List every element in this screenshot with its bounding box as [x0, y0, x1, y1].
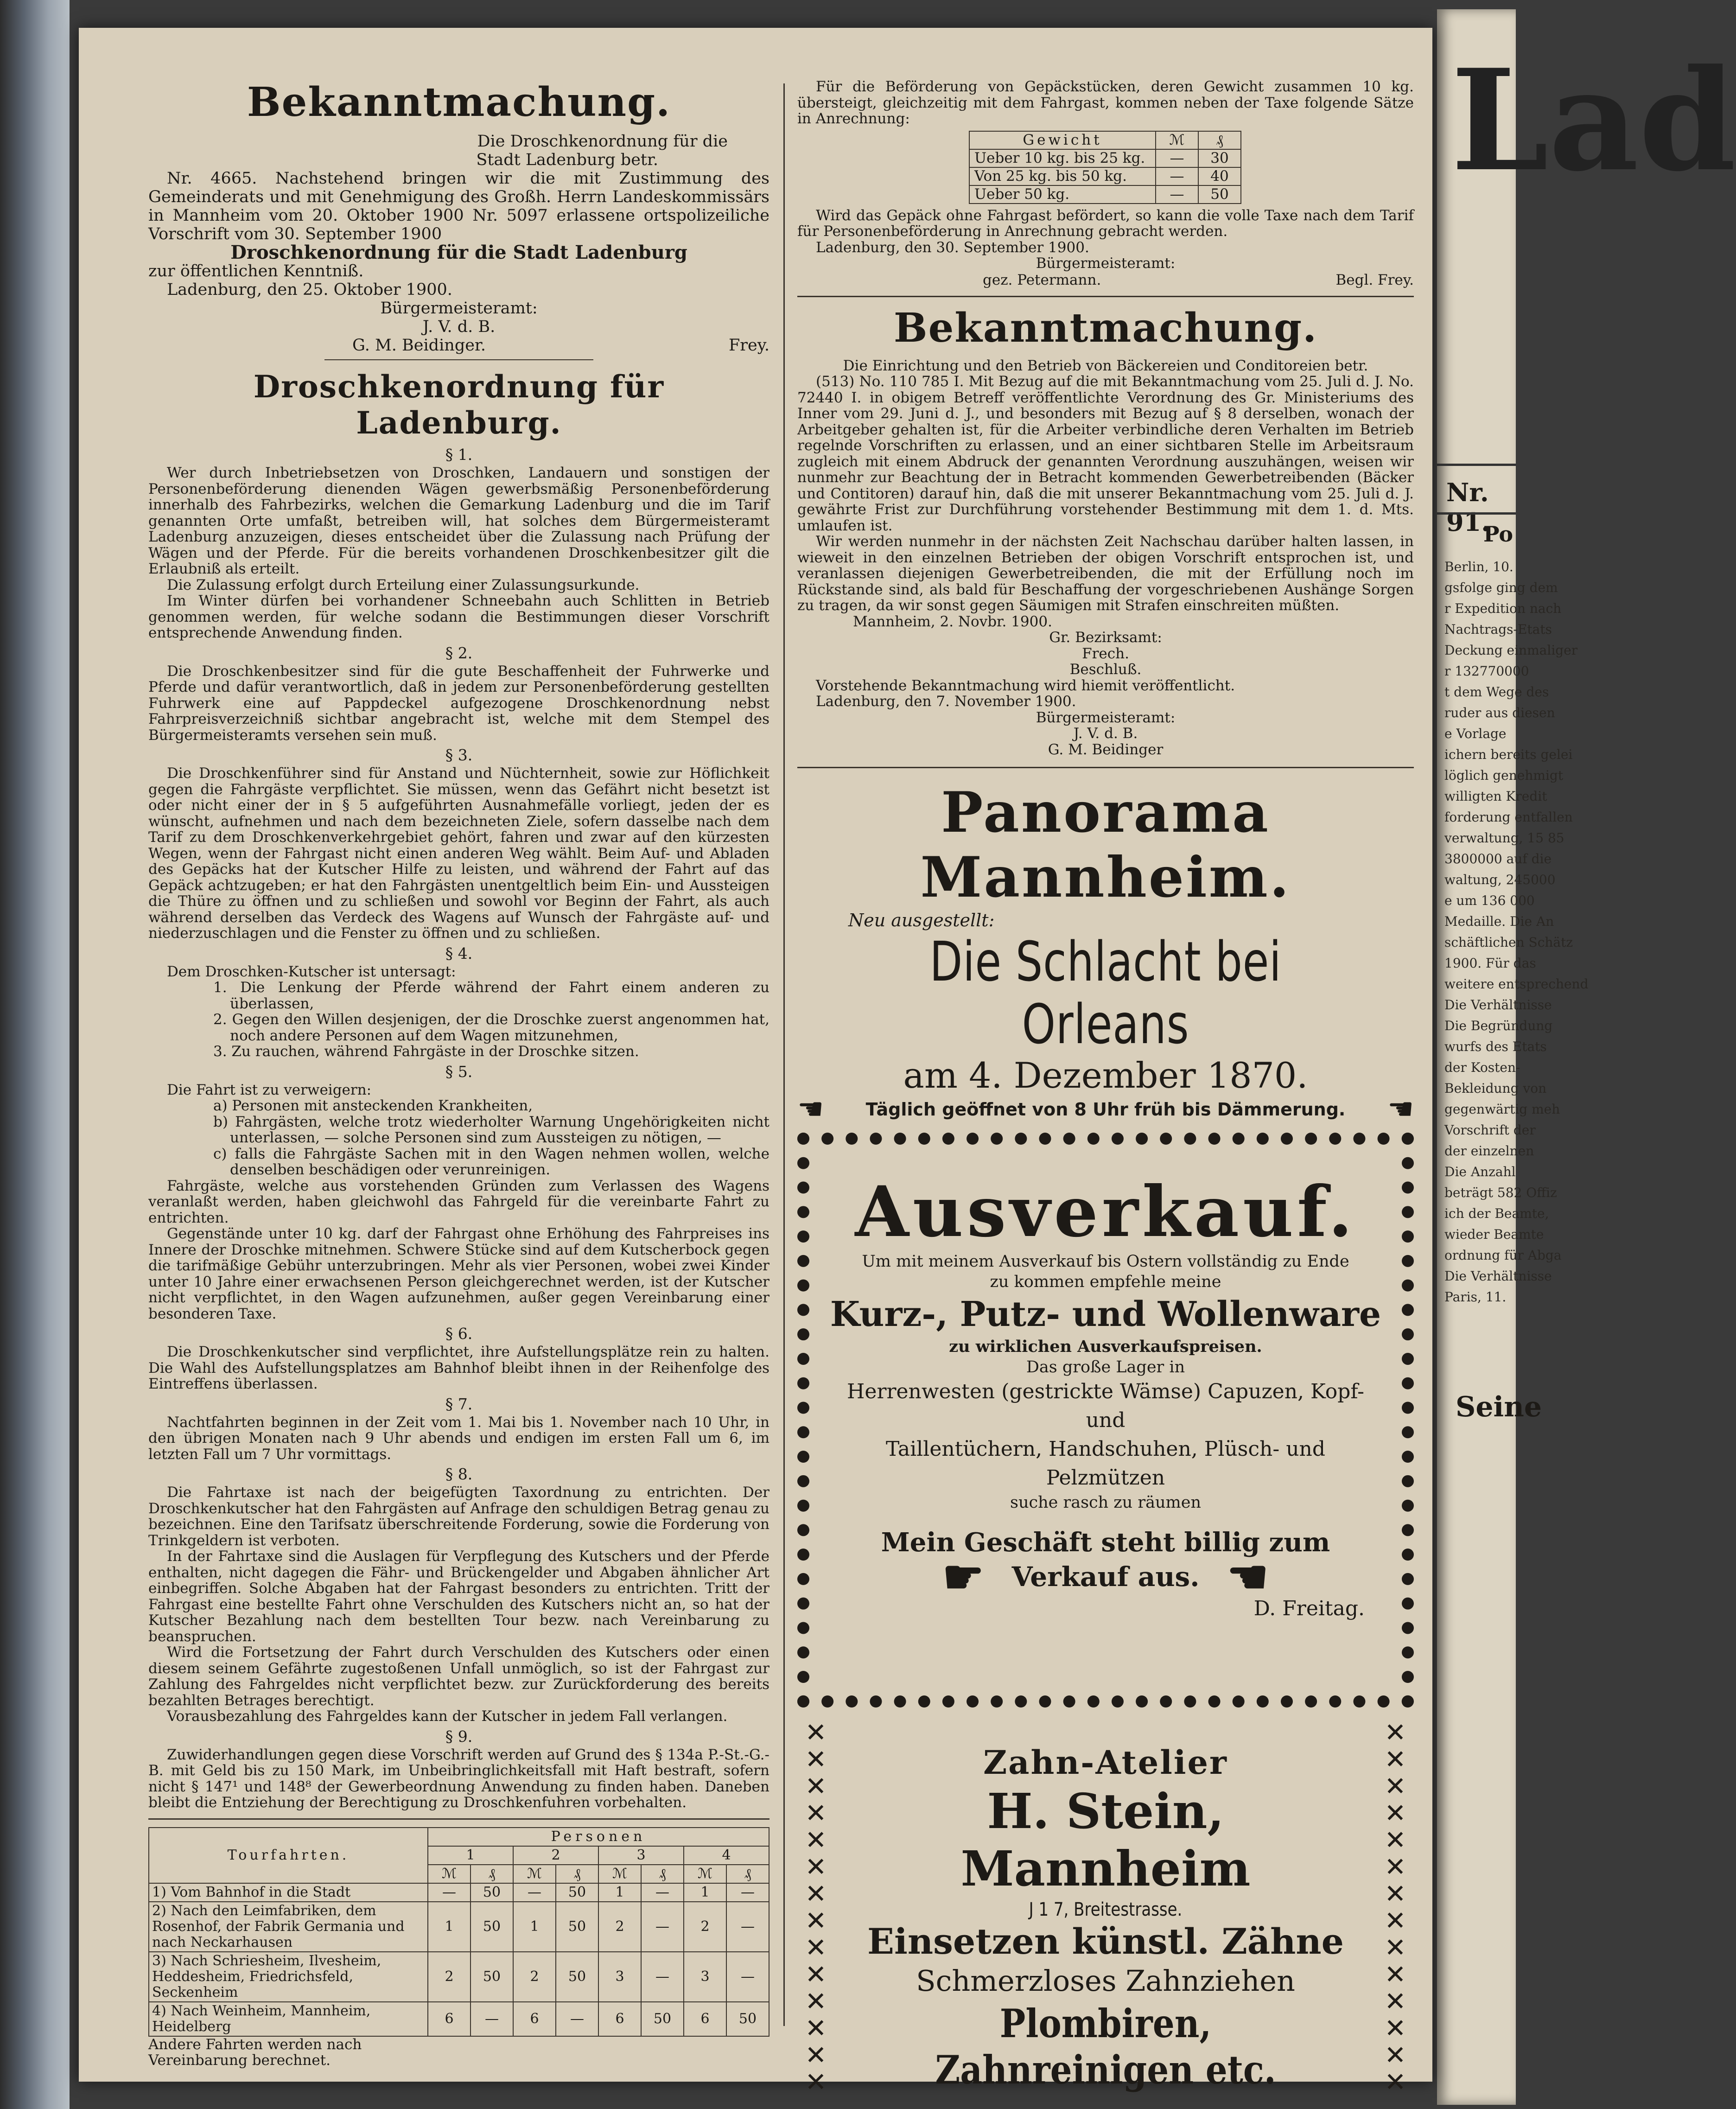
adjacent-text-line: Deckung einmaliger — [1444, 643, 1578, 658]
date-line: Ladenburg, den 25. Oktober 1900. — [167, 280, 452, 299]
fare-value: — — [471, 2002, 513, 2036]
adjacent-text-line: r Expedition nach — [1444, 601, 1562, 616]
section-4-item: 3. Zu rauchen, während Fahrgäste in der Droschke sitzen. — [213, 1043, 639, 1060]
section-4-item: 1. Die Lenkung der Pferde während der Fahrt einem anderen zu überlassen, — [213, 979, 769, 1012]
unit-mark: ℳ — [684, 1865, 726, 1883]
bek2-beschluss: Beschluß. — [1069, 661, 1142, 678]
fare-person-count: 1 — [428, 1846, 513, 1865]
fare-route: 1) Vom Bahnhof in die Stadt — [149, 1883, 428, 1902]
gepaeck-price: — — [1156, 167, 1198, 185]
ausverkauf-line-6: Taillentüchern, Handschuhen, Plüsch- und Pelzmützen — [885, 1437, 1326, 1490]
section-5-item: a) Personen mit ansteckenden Krankheiten, — [213, 1097, 533, 1114]
fare-value: 1 — [513, 1902, 556, 1952]
gepaeck-table-body — [969, 149, 1241, 204]
bek2-date: Mannheim, 2. Novbr. 1900. — [853, 613, 1052, 630]
unit-pfennig: ₰ — [556, 1865, 598, 1883]
panorama-subtitle: Neu ausgestellt: — [848, 910, 995, 930]
ausverkauf-line-4: Das große Lager in — [1026, 1358, 1185, 1376]
fare-value: 50 — [556, 1902, 598, 1952]
adjacent-text-lines — [1444, 556, 1589, 1307]
section-7-heading: § 7. — [445, 1395, 473, 1413]
fare-value: 2 — [428, 1952, 471, 2002]
adjacent-text-line: 1900. Für das — [1444, 956, 1536, 971]
gepaeck-date: Ladenburg, den 30. September 1900. — [816, 239, 1089, 256]
adjacent-text-line: waltung, 245000 — [1444, 872, 1556, 887]
section-8-text-d: Vorausbezahlung des Fahrgeldes kann der Kutscher in jedem Fall verlangen. — [167, 1708, 728, 1725]
ausverkauf-verkauf: Verkauf aus. — [1011, 1561, 1200, 1593]
ausverkauf-signature: D. Freitag. — [1253, 1597, 1365, 1620]
fare-route: 2) Nach den Leimfabriken, dem Rosenhof, der Fabrik Germania und nach Neckarhausen — [149, 1902, 428, 1952]
unit-pfennig: ₰ — [641, 1865, 684, 1883]
ausverkauf-title: Ausverkauf. — [855, 1171, 1356, 1253]
section-5-item: c) falls die Fahrgäste Sachen mit in den Wagen nehmen wollen, welche denselben beschädigen oder verunreinigen. — [213, 1145, 769, 1178]
section-5-text-c: Gegenstände unter 10 kg. darf der Fahrgast ohne Erhöhung des Fahrpreises ins Innere der Droschke mitnehmen. Schwere Stücke sind auf dem Kutscherbock gegen die tarifmäßige Gebühr unterzubringen. Mehr als vier Personen, wobei zwei Kinder unter 10 Jahre einer erwachsenen Person gleichgerechnet werden, ist der Kutscher nicht verpflichtet, in den Wagen aufzunehmen, außer gegen Vereinbarung einer besonderen Taxe. — [148, 1225, 769, 1322]
section-4-heading: § 4. — [445, 944, 473, 962]
adjacent-column-head: Po — [1483, 522, 1513, 547]
ausverkauf-verkauf-row — [828, 1549, 1383, 1604]
fare-value: 50 — [641, 2002, 684, 2036]
adjacent-text-line: e um 136 000 — [1444, 893, 1535, 908]
ausverkauf-advertisement — [797, 1133, 1414, 1708]
zahn-atelier-advertisement — [797, 1720, 1414, 2095]
section-1-text-b: Die Zulassung erfolgt durch Erteilung einer Zulassungsurkunde. — [167, 576, 640, 593]
adjacent-page — [1437, 9, 1736, 2105]
fare-value: — — [641, 1952, 684, 2002]
zahn-title: Zahn-Atelier — [983, 1743, 1228, 1782]
fare-value: — — [726, 1883, 769, 1902]
unit-mark: ℳ — [1156, 131, 1198, 149]
pointing-hand-icon: ☛ — [797, 1092, 824, 1127]
zahn-plombiren: Plombiren, Zahnreinigen etc. — [935, 2001, 1276, 2093]
ausverkauf-line-5: Herrenwesten (gestrickte Wämse) Capuzen, Kopf- und — [847, 1380, 1364, 1432]
fare-value: 50 — [726, 2002, 769, 2036]
section-5-item: b) Fahrgästen, welche trotz wiederholter Warnung Ungehörigkeiten nicht unterlassen, — solche Personen sind zum Aussteigen zu nötigen, — — [213, 1113, 769, 1146]
adjacent-text-line: löglich genehmigt — [1444, 768, 1564, 783]
fare-col-tour: Tourfahrten. — [149, 1828, 428, 1883]
gepaeck-price: — — [1156, 149, 1198, 167]
fare-value: 3 — [684, 1952, 726, 2002]
adjacent-text-line: der Kosten- — [1444, 1060, 1520, 1075]
fare-value: 50 — [556, 1883, 598, 1902]
adjacent-text-line: Die Anzahl — [1444, 1164, 1516, 1179]
fare-person-count: 2 — [513, 1846, 598, 1865]
signature-row — [148, 336, 769, 355]
fare-route: 4) Nach Weinheim, Mannheim, Heidelberg — [149, 2002, 428, 2036]
intro-end: zur öffentlichen Kenntniß. — [148, 262, 364, 280]
fare-value: 6 — [513, 2002, 556, 2036]
adjacent-issue-number: Nr. 91. — [1446, 478, 1490, 537]
section-2-text: Die Droschkenbesitzer sind für die gute Beschaffenheit der Fuhrwerke und Pferde und dafür verantwortlich, daß in jedem zur Personenbeförderung gestellten Fuhrwerk eine auf Pappdeckel aufgezogene Droschkenordnung nebst Fahrpreisverzeichniß sichtbar angebracht ist, welche mit dem Stempel des Bürgermeisteramts versehen sein muß. — [148, 663, 769, 744]
fare-row — [149, 2002, 769, 2036]
adjacent-text-line: ruder aus diesen — [1444, 705, 1555, 720]
gepaeck-weight: Von 25 kg. bis 50 kg. — [969, 167, 1156, 185]
gepaeck-signature-row — [797, 272, 1414, 288]
adjacent-text-line: Die Verhältnisse — [1444, 997, 1552, 1013]
gepaeck-row — [969, 167, 1241, 185]
fare-value: 2 — [684, 1902, 726, 1952]
zahn-schmerzlos: Schmerzloses Zahnziehen — [916, 1964, 1295, 1998]
signer-right: Frey. — [729, 336, 769, 355]
fare-value: — — [641, 1902, 684, 1952]
bekanntmachung-2-heading: Bekanntmachung. — [893, 304, 1318, 351]
book-binding — [0, 0, 70, 2109]
adjacent-text-line: 3800000 auf die — [1444, 851, 1552, 867]
divider — [797, 296, 1414, 297]
gepaeck-signer: gez. Petermann. — [983, 271, 1101, 288]
unit-mark: ℳ — [598, 1865, 641, 1883]
section-7-text: Nachtfahrten beginnen in der Zeit vom 1. Mai bis 1. November nach 10 Uhr, in den übrigen Monaten nach 9 Uhr abends und endigen im ersten Fall um 6, im letzten Fall um 7 Uhr vormittags. — [148, 1414, 769, 1463]
fare-value: — — [641, 1883, 684, 1902]
adjacent-text-line: Paris, 11. — [1444, 1289, 1507, 1305]
unit-pfennig: ₰ — [726, 1865, 769, 1883]
adjacent-text-line: wurfs des Etats — [1444, 1039, 1547, 1054]
bek2-office-2: Bürgermeisteramt: — [1036, 709, 1176, 726]
fare-value: — — [556, 2002, 598, 2036]
bek2-text: (513) No. 110 785 I. Mit Bezug auf die mit Bekanntmachung vom 25. Juli d. J. No. 72440 I. in obigem Betreff veröffentlichte Verordnung des Gr. Ministeriums des Inner vom 29. Juni d. J., und besonders mit Bezug auf § 8 derselben, wonach der Arbeitgeber gehalten ist, für die Arbeiter verbindliche deren Verhalten im Betrieb regelnde Vorschriften zu erlassen, und an einer sichtbaren Stelle im Arbeitsraum zugleich mit einem Abdruck der genannten Verordnung auszuhängen, weisen wir nunmehr zur Beachtung der in Betracht kommenden Gewerbetreibenden (Bäcker und Contitoren) darauf hin, daß die mit unserer Bekanntmachung vom 25. Juli d. J. gewährte Frist zur Durchführung vorstehender Bestimmung mit dem 1. d. Mts. umlaufen ist. — [797, 373, 1414, 534]
section-8-text: Die Fahrtaxe ist nach der beigefügten Taxordnung zu entrichten. Der Droschkenkutscher hat den Fahrgästen auf Anfrage den schuldigen Betrag genau zu bezeichnen. Eine den Tarifsatz überschreitende Forderung, sowie die Forderung von Trinkgeldern ist verboten. — [148, 1484, 769, 1549]
adjacent-text-line: wieder Beamte — [1444, 1227, 1544, 1242]
section-1-text-c: Im Winter dürfen bei vorhandener Schneebahn auch Schlitten in Betrieb genommen werden, für welche sodann die Bestimmungen dieser Vorschrift entsprechende Anwendung finden. — [148, 593, 769, 641]
gepaeck-office: Bürgermeisteramt: — [1036, 255, 1176, 272]
fare-value: — — [513, 1883, 556, 1902]
divider — [324, 359, 593, 360]
fare-route: 3) Nach Schriesheim, Ilvesheim, Heddesheim, Friedrichsfeld, Seckenheim — [149, 1952, 428, 2002]
panorama-advertisement — [797, 767, 1414, 1127]
ausverkauf-line-2: zu kommen empfehle meine — [990, 1273, 1221, 1291]
section-5-text: Die Fahrt ist zu verweigern: — [167, 1081, 372, 1098]
ausverkauf-line-1: Um mit meinem Ausverkauf bis Ostern vollständig zu Ende — [862, 1252, 1349, 1271]
fare-value: 6 — [684, 2002, 726, 2036]
section-3-text: Die Droschkenführer sind für Anstand und Nüchternheit, sowie zur Höflichkeit gegen die Fahrgäste verpflichtet. Sie müssen, wenn das Gefährt nicht besetzt ist oder nicht einer der in § 5 aufgeführten Ausnahmefälle vorliegt, jeden der es wünscht, aufnehmen und nach dem bezeichneten Ziele, sofern dasselbe nach dem Tarif zu dem Droschkenverkehrgebiet gehört, fahren und zwar auf den kürzesten Wegen, wenn der Fahrgast nicht einen anderen Weg wählt. Beim Auf- und Abladen des Gepäcks hat der Kutscher Hilfe zu leisten, und während der Fahrt auf das Gepäck achtzugeben; er hat den Fahrgästen unentgeltlich beim Ein- und Aussteigen die Thüre zu öffnen und zu schließen und sowohl vor Beginn der Fahrt, als auch während derselben das Verdeck des Wagens auf Wunsch der Fahrgäste auf- und niederzuschlagen und die Fenster zu öffnen und zu schließen. — [148, 765, 769, 942]
fare-value: — — [726, 1952, 769, 2002]
adjacent-text-line: Bekleidung von — [1444, 1081, 1547, 1096]
fare-value: 6 — [428, 2002, 471, 2036]
jvdb-line: J. V. d. B. — [422, 318, 496, 336]
adjacent-masthead: Lad — [1451, 38, 1736, 202]
adjacent-text-line: Vorschrift der — [1444, 1122, 1536, 1138]
gepaeck-signer-right: Begl. Frey. — [1335, 271, 1414, 288]
fare-person-count: 3 — [598, 1846, 684, 1865]
fare-value: 3 — [598, 1952, 641, 2002]
bek2-ladenburg-date: Ladenburg, den 7. November 1900. — [816, 693, 1076, 710]
column-divider — [783, 83, 785, 2026]
panorama-title: Panorama Mannheim. — [920, 780, 1291, 910]
zahn-einsetzen: Einsetzen künstl. Zähne — [867, 1921, 1344, 1962]
gepaeck-price: 30 — [1198, 149, 1241, 167]
bek2-signer-2: G. M. Beidinger — [1048, 741, 1164, 758]
intro-bold-title: Droschkenordnung für die Stadt Ladenburg — [230, 242, 687, 263]
adjacent-text-line: Medaille. Die An — [1444, 914, 1554, 929]
gepaeck-col-weight: Gewicht — [969, 131, 1156, 149]
pointing-hand-icon: ☛ — [1387, 1092, 1414, 1127]
section-5-list — [213, 1098, 769, 1178]
adjacent-text-line: t dem Wege des — [1444, 684, 1549, 700]
x-border-ornament: ✕✕✕✕✕✕✕✕✕✕✕✕✕✕ — [805, 1718, 827, 2097]
adjacent-text-line: schäftlichen Schätz — [1444, 935, 1573, 950]
bek2-signer: Frech. — [1082, 645, 1129, 662]
pointing-hand-icon: ☛ — [1227, 1549, 1269, 1604]
fare-table-body — [149, 1883, 769, 2036]
adjacent-text-line: r 132770000 — [1444, 663, 1529, 679]
section-9-heading: § 9. — [445, 1727, 473, 1746]
section-4-list — [213, 980, 769, 1060]
fare-header-row — [149, 1828, 769, 1846]
section-4-item: 2. Gegen den Willen desjenigen, der die Droschke zuerst angenommen hat, noch andere Personen auf dem Wagen mitzunehmen, — [213, 1011, 769, 1044]
adjacent-seine-heading: Seine — [1456, 1391, 1542, 1423]
bek2-veroeffentlicht: Vorstehende Bekanntmachung wird hiemit veröffentlicht. — [816, 677, 1235, 694]
ausverkauf-shop-line: Mein Geschäft steht billig zum — [881, 1527, 1330, 1558]
fare-value: 50 — [556, 1952, 598, 2002]
adjacent-text-line: ordnung für Abga — [1444, 1248, 1562, 1263]
adjacent-text-line: verwaltung, 15 85 — [1444, 830, 1564, 846]
fare-person-count: 4 — [684, 1846, 769, 1865]
fare-table — [148, 1827, 769, 2037]
panorama-main-title: Die Schlacht bei Orleans — [929, 930, 1282, 1056]
zahn-address: J 1 7, Breitestrasse. — [1029, 1899, 1183, 1920]
fare-value: 2 — [598, 1902, 641, 1952]
fare-col-personen: Personen — [428, 1828, 769, 1846]
office-line: Bürgermeisteramt: — [380, 299, 538, 318]
gepaeck-table — [969, 131, 1241, 204]
adjacent-text-line: Berlin, 10. — [1444, 559, 1513, 574]
left-column — [148, 79, 769, 2069]
zahn-name: H. Stein, Mannheim — [960, 1783, 1251, 1897]
fare-value: 50 — [471, 1883, 513, 1902]
fare-value: 6 — [598, 2002, 641, 2036]
divider — [148, 1818, 769, 1820]
gepaeck-price: 40 — [1198, 167, 1241, 185]
fare-value: 1 — [684, 1883, 726, 1902]
section-5-text-b: Fahrgäste, welche aus vorstehenden Gründen zum Verlassen des Wagens veranlaßt werden, haben gleichwohl das Fahrgeld für die vereinbarte Fahrt zu entrichten. — [148, 1177, 769, 1226]
intro-text: Nr. 4665. Nachstehend bringen wir die mit Zustimmung des Gemeinderats und mit Genehmigung des Großh. Herrn Landeskommissärs in Mannheim vom 20. Oktober 1900 Nr. 5097 erlassene ortspolizeiliche Vorschrift vom 30. September 1900 — [148, 169, 769, 243]
gepaeck-price: — — [1156, 185, 1198, 204]
gepaeck-row — [969, 149, 1241, 167]
adjacent-text-line: der einzelnen — [1444, 1143, 1534, 1159]
droschkenordnung-heading: Droschkenordnung für Ladenburg. — [253, 369, 665, 441]
adjacent-text-line: willigten Kredit — [1444, 789, 1547, 804]
fare-row — [149, 1883, 769, 1902]
fare-row — [149, 1952, 769, 2002]
bek2-office: Gr. Bezirksamt: — [1049, 629, 1162, 646]
gepaeck-price: 50 — [1198, 185, 1241, 204]
adjacent-text-line: gsfolge ging dem — [1444, 580, 1558, 595]
section-6-heading: § 6. — [445, 1325, 473, 1343]
bek2-text-2: Wir werden nunmehr in der nächsten Zeit Nachschau darüber halten lassen, in wieweit in den einzelnen Betrieben der obigen Vorschrift entsprochen ist, und veranlassen diejenigen Gewerbetreibenden, die mit der Erfüllung noch im Rückstande sind, als bald für Beschaffung der vorgeschriebenen Aushänge Sorgen zu tragen, da wir sonst gegen Säumigen mit Strafen einschreiten müßten. — [797, 533, 1414, 614]
adjacent-text-line: ichern bereits gelei — [1444, 747, 1573, 762]
fare-row — [149, 1902, 769, 1952]
fare-value: 1 — [428, 1902, 471, 1952]
section-8-text-b: In der Fahrtaxe sind die Auslagen für Verpflegung des Kutschers und der Pferde enthalten, nicht dagegen die Fähr- und Brückengelder und Abgaben ähnlicher Art einbegriffen. Solche Abgaben hat der Fahrgast besonders zu entrichten. Tritt der Fahrgast eine bestellte Fahrt ohne Verschulden des Kutschers nicht an, so hat der Kutscher Bezahlung nach dem bestellten Tour bezw. nach Vereinbarung zu beanspruchen. — [148, 1548, 769, 1645]
section-6-text: Die Droschkenkutscher sind verpflichtet, ihre Aufstellungsplätze rein zu halten. Die Wahl des Aufstellungsplatzes am Bahnhof bleibt ihnen in der Reihenfolge des Eintreffens überlassen. — [148, 1344, 769, 1392]
section-1-heading: § 1. — [445, 446, 473, 464]
adjacent-text-line: forderung entfallen — [1444, 809, 1573, 825]
x-border-ornament: ✕✕✕✕✕✕✕✕✕✕✕✕✕✕ — [1384, 1718, 1406, 2097]
adjacent-text-line: ich der Beamte, — [1444, 1206, 1549, 1221]
section-8-text-c: Wird die Fortsetzung der Fahrt durch Verschulden des Kutschers oder einen diesem seinem Gefährte zugestoßenen Unfall unmöglich, so ist der Fahrgast zur Zahlung des Fahrgeldes nicht verpflichtet bezw. zur Zurückforderung des bereits bezahlten Betrages berechtigt. — [148, 1644, 769, 1709]
adjacent-text-line: e Vorlage — [1444, 726, 1507, 741]
ausverkauf-line-3: zu wirklichen Ausverkaufspreisen. — [949, 1337, 1262, 1356]
ausverkauf-line-7: suche rasch zu räumen — [1010, 1493, 1201, 1512]
fare-value: 50 — [471, 1902, 513, 1952]
adjacent-text-line: beträgt 582 Offiz — [1444, 1185, 1557, 1200]
fare-value: 50 — [471, 1952, 513, 2002]
betr-line-2: Stadt Ladenburg betr. — [476, 151, 658, 169]
section-9-text: Zuwiderhandlungen gegen diese Vorschrift werden auf Grund des § 134a P.-St.-G.-B. mit Geld bis zu 150 Mark, im Unbeibringlichkeitsfall mit Haft bestraft, sofern nicht § 147¹ und 148⁸ der Gewerbeordnung Anwendung zu finden haben. Daneben bleibt die Entziehung der Berechtigung zu Droschkenfuhren vorbehalten. — [148, 1746, 769, 1811]
bekanntmachung-heading: Bekanntmachung. — [247, 79, 671, 126]
adjacent-text-line: Nachtrags-Etats — [1444, 622, 1552, 637]
adjacent-text-line: Die Begründung — [1444, 1018, 1553, 1033]
adjacent-text-line: weitere entsprechend — [1444, 976, 1589, 992]
panorama-hours-row — [797, 1092, 1414, 1127]
fare-value: 2 — [513, 1952, 556, 2002]
bek2-jvdb: J. V. d. B. — [1073, 725, 1138, 742]
adjacent-rule — [1437, 464, 1516, 466]
unit-pfennig: ₰ — [1198, 131, 1241, 149]
adjacent-rule — [1437, 512, 1516, 515]
fare-value: 1 — [598, 1883, 641, 1902]
gepaeck-note: Wird das Gepäck ohne Fahrgast befördert, so kann die volle Taxe nach dem Tarif für Personenbeförderung in Anrechnung gebracht werden. — [797, 207, 1414, 240]
adjacent-text-line: gegenwärtig meh — [1444, 1102, 1560, 1117]
section-5-heading: § 5. — [445, 1062, 473, 1081]
gepaeck-intro: Für die Beförderung von Gepäckstücken, deren Gewicht zusammen 10 kg. übersteigt, gleichzeitig mit dem Fahrgast, kommen neben der Taxe folgende Sätze in Anrechnung: — [797, 78, 1414, 127]
unit-mark: ℳ — [428, 1865, 471, 1883]
section-4-text: Dem Droschken-Kutscher ist untersagt: — [167, 963, 456, 980]
betr-line-1: Die Droschkenordnung für die — [477, 132, 728, 151]
unit-mark: ℳ — [513, 1865, 556, 1883]
pointing-hand-icon: ☛ — [942, 1549, 984, 1604]
adjacent-text-line: Die Verhältnisse — [1444, 1268, 1552, 1284]
gepaeck-row — [969, 185, 1241, 204]
ausverkauf-goods: Kurz-, Putz- und Wollenware — [830, 1294, 1381, 1334]
gepaeck-header-row — [969, 131, 1241, 149]
bek2-betr: Die Einrichtung und den Betrieb von Bäckereien und Conditoreien betr. — [843, 357, 1368, 374]
gepaeck-weight: Ueber 10 kg. bis 25 kg. — [969, 149, 1156, 167]
section-3-heading: § 3. — [445, 746, 473, 764]
fare-value: — — [726, 1902, 769, 1952]
panorama-hours: Täglich geöffnet von 8 Uhr früh bis Dämmerung. — [865, 1099, 1346, 1120]
panorama-date: am 4. Dezember 1870. — [903, 1055, 1308, 1096]
right-column — [797, 79, 1414, 2095]
fare-footer: Andere Fahrten werden nach Vereinbarung berechnet. — [148, 2036, 362, 2069]
section-1-text: Wer durch Inbetriebsetzen von Droschken, Landauern und sonstigen der Personenbeförderung dienenden Wägen gewerbsmäßig Personenbeförderung innerhalb des Fahrbezirks, welchen die Gemarkung Ladenburg und die im Tarif genannten Orte umfaßt, betreiben will, hat solches dem Bürgermeisteramt Ladenburg anzuzeigen, dieses entscheidet über die Zulassung nach Prüfung der Wägen und der Pferde. Für die bereits vorhandenen Droschkenbesitzer gilt die Erlaubniß als erteilt. — [148, 465, 769, 577]
fare-value: — — [428, 1883, 471, 1902]
section-8-heading: § 8. — [445, 1465, 473, 1483]
gepaeck-weight: Ueber 50 kg. — [969, 185, 1156, 204]
unit-pfennig: ₰ — [471, 1865, 513, 1883]
section-2-heading: § 2. — [445, 644, 473, 662]
signer-name: G. M. Beidinger. — [352, 336, 486, 355]
